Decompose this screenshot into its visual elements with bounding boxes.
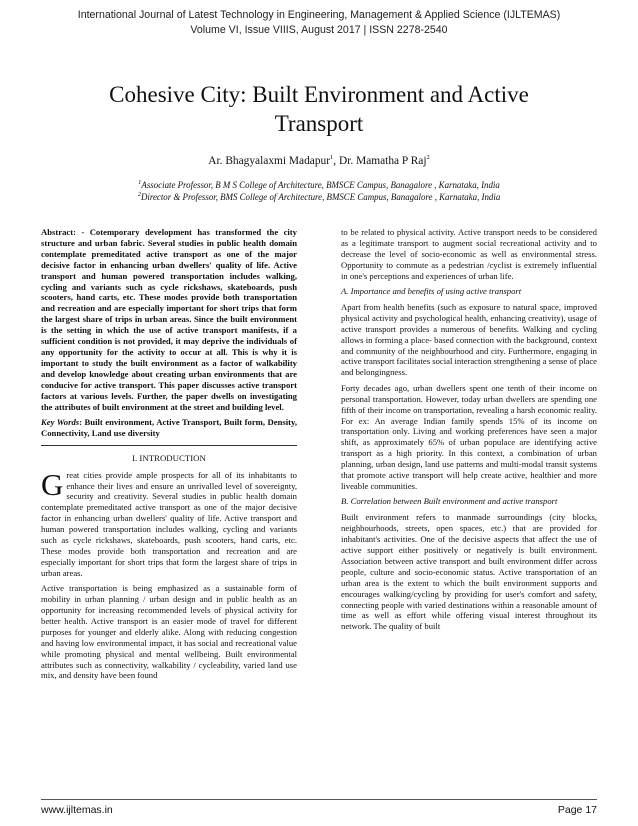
abstract: Abstract: - Cotemporary development has transformed the city structure and urban fabric. Several studies in public health domain contemplate premeditated active transport as one of the major decisive factor in enhancing urban dwellers' quality of life. Active transport and human powered transportation includes walking, cycling and variants such as cycle rickshaws, skateboards, push scooters, hand carts, etc. These modes provide both transportation and recreation and are especially important for short trips that form the largest share of trips in urban areas. Since the built environment is the setting in which the use of active transport manifests, if a sufficient condition is not provided, it may deprive the individuals of any opportunity for the activity to occur at all. This is why it is important to study the built environment as a factor of walkability and develop knowledge about creating urban environments that are conducive for active transport. This paper discusses active transport factors at various levels. Further, the paper dwells on investigating the attributes of built environment at the street and building level. <box>41 227 297 412</box>
affiliation-1-marker: 1 <box>138 179 142 187</box>
abstract-divider <box>41 445 297 446</box>
paper-title-line1: Cohesive City: Built Environment and Active <box>109 82 529 107</box>
benefits-paragraph: Apart from health benefits (such as exposure to natural space, improved physical activity and psychological health, enhancing creativity), usage of active transport provides a numerous of benefits. Walking and cycling allows in forming a place- based connection with the background, context and community of the neighbourhood and city. Furthermore, engaging in active transport facilitates social interaction strengthening a sense of place and belongingness. <box>341 301 598 378</box>
subsection-heading-a: A. Importance and benefits of using active transport <box>341 286 522 297</box>
footer-divider <box>41 799 597 800</box>
keywords-text: : Built environment, Active Transport, Built form, Density, Connectivity, Land use diversity <box>41 416 297 438</box>
keywords-label: Key Words <box>41 416 80 427</box>
footer-website: www.ijltemas.in <box>41 804 113 816</box>
section-heading-introduction: I. INTRODUCTION <box>132 452 206 463</box>
built-environment-paragraph: Built environment refers to manmade surroundings (city blocks, neighbourhoods, streets, open spaces, etc.) that are provided for inhabitant's activities. One of the decisive aspects that affect the use of active support either positively or negatively is built environment. Association between active transport and built environment differ across people, culture and socio-economic status. Active transportation of an urban area is the extent to which the built environment supports and encourages walking/cycling by providing for user's comfort and safety, connecting people with varied destinations within a reasonable amount of time as well as effort while offering visual interest throughout its network. The quality of built <box>341 512 597 632</box>
author-2-affil-marker: 2 <box>426 154 430 162</box>
intro-paragraph-2: Active transportation is being emphasized as a sustainable form of mobility in urban planning / urban design and in public health as an opportunity for increasing recommended levels of physical activity for better health. Active transport is an easier mode of travel for different purposes for younger and elderly alike. Along with reducing congestion and having low environmental impact, it has social and recreational value while promoting physical and mental wellbeing. Built environmental attributes such as connectivity, walkability / cycleability, varied land use mix, and density have been found <box>41 583 297 681</box>
paragraph-continued: to be related to physical activity. Active transport needs to be considered as a legitimate transport to augment social recreational activity and to decrease the level of socio-economic as well as environmental stress. Opportunity to commute as a pedestrian /cyclist is extremely influential in one's perceptions and experiences of urban life. <box>341 227 597 281</box>
journal-header <box>40 8 598 38</box>
page-number: Page 17 <box>557 804 597 816</box>
author-2: Dr. Mamatha P Raj <box>338 155 427 167</box>
author-separator: , <box>333 155 339 167</box>
author-1-affil-marker: 1 <box>330 154 334 162</box>
left-column <box>41 227 297 686</box>
journal-name: International Journal of Latest Technology in Engineering, Management & Applied Science (IJLTEMAS) <box>77 9 561 21</box>
author-list <box>60 154 578 168</box>
drop-cap: G <box>41 466 64 502</box>
affiliation-1-text: Associate Professor, B M S College of Architecture, BMSCE Campus, Banagalore , Karnataka, India <box>141 180 500 190</box>
author-1: Ar. Bhagyalaxmi Madapur <box>208 155 331 167</box>
paper-title-line2: Transport <box>274 111 364 136</box>
income-paragraph: Forty decades ago, urban dwellers spent one tenth of their income on personal transportation. However, today urban dwellers are spending one fifth of their income on transportation, revealing a harsh economic reality. For ex: An average Indian family spends 15% of its income on transportation only. Living and working preferences have seen a major shift, as approximately 65% of urban populace are identifying active transport as a high priority. In this context, a combination of urban planning, urban design, land use patterns and multi-modal transit systems that promote active transport will help create active, healthier and more liveable communities. <box>341 382 597 491</box>
affiliation-2 <box>60 192 578 204</box>
paper-title <box>60 80 578 138</box>
intro-paragraph-1 <box>41 466 297 579</box>
affiliation-2-text: Director & Professor, BMS College of Architecture, BMSCE Campus, Banagalore , Karnataka, India <box>140 191 501 202</box>
intro-paragraph-1-text: reat cities provide ample prospects for all of its inhabitants to enhance their lives and ensure an unrivalled level of sovereignty, security and creativity. Several studies in public health domain contemplate premeditated active transport as one of the major decisive factor in enhancing urban dwellers' quality of life. Active transport and human powered transportation includes walking, cycling and variants such as cycle rickshaws, skateboards, push scooters, hand carts, etc. These modes provide both transportation and recreation and are especially important for short trips that form the largest share of trips in urban areas. <box>41 469 297 578</box>
right-column <box>341 227 597 637</box>
subsection-heading-b: B. Correlation between Built environment and active transport <box>341 496 558 507</box>
journal-issue: Volume VI, Issue VIIIS, August 2017 | ISSN 2278-2540 <box>190 24 448 36</box>
keywords <box>41 417 297 439</box>
affiliations <box>60 180 578 203</box>
affiliation-2-marker: 2 <box>137 190 141 198</box>
